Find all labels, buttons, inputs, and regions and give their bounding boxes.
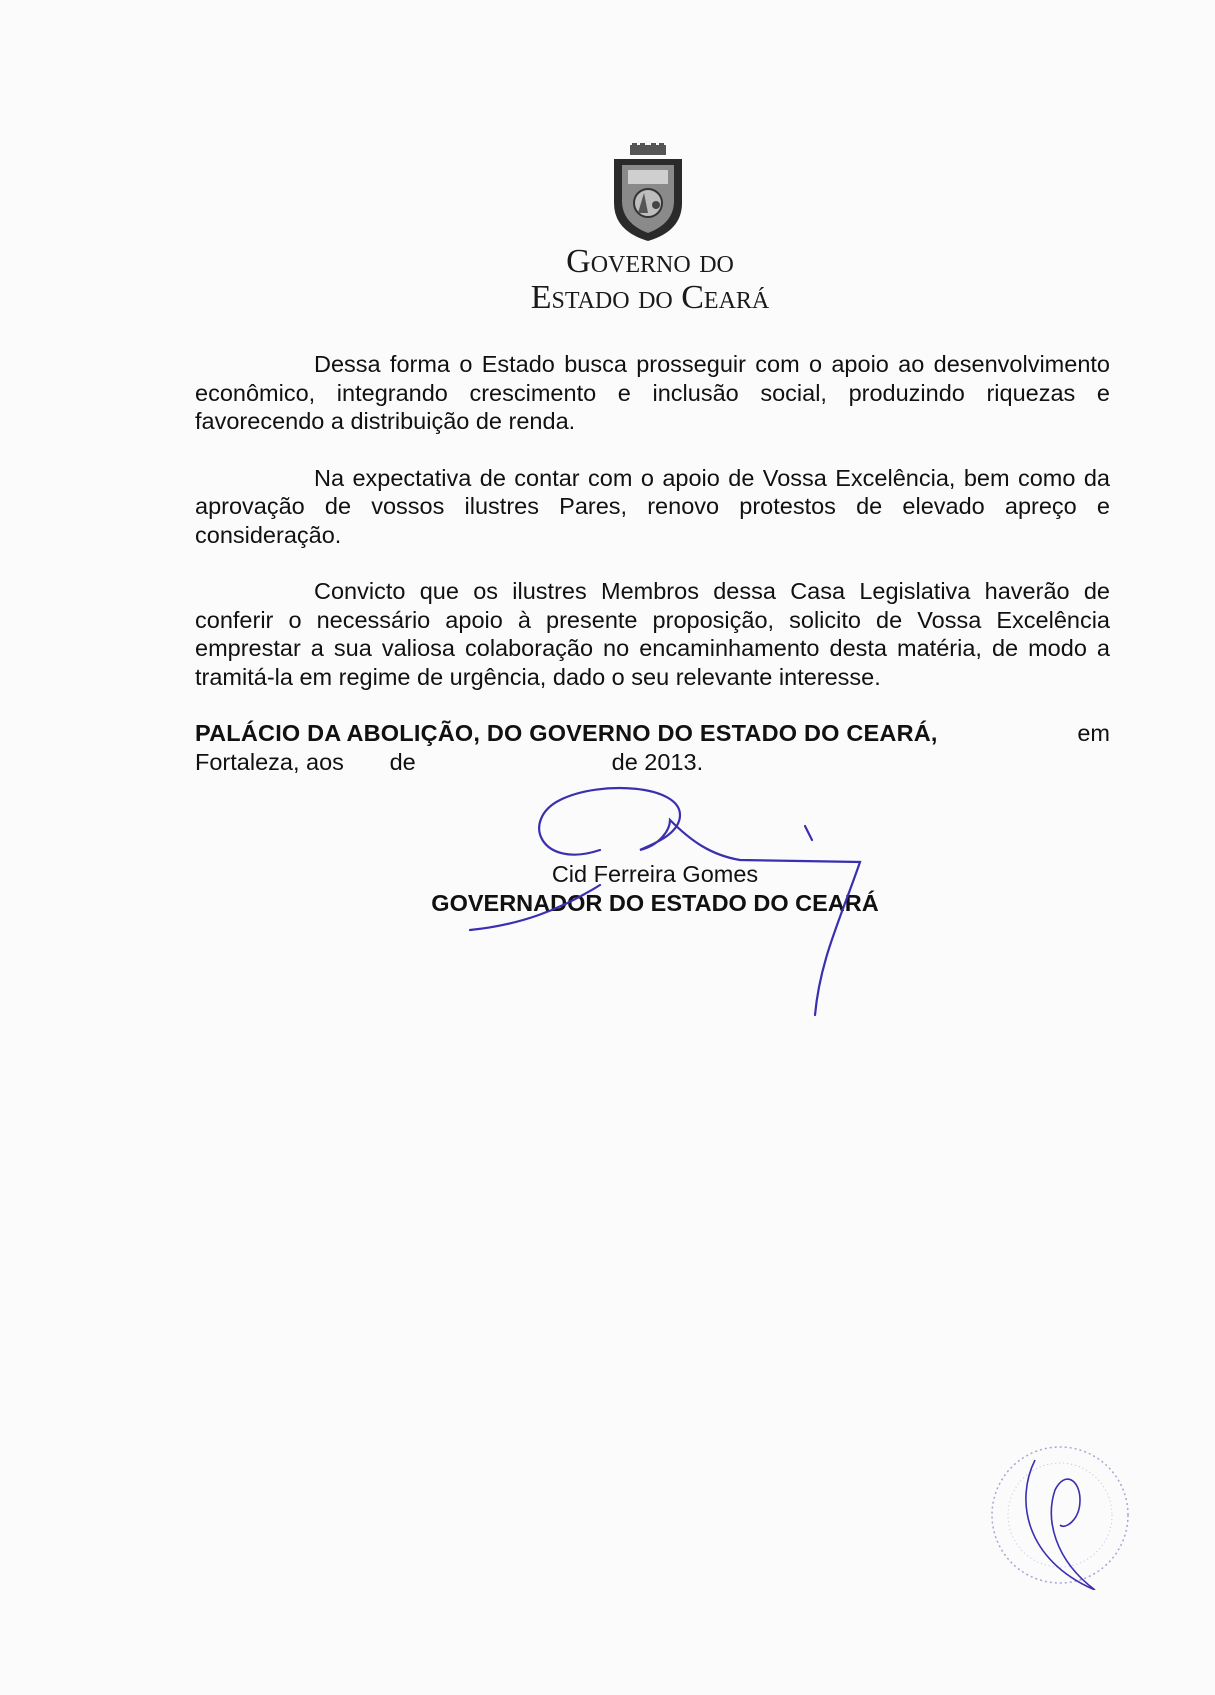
signer-title: GOVERNADOR DO ESTADO DO CEARÁ <box>431 890 879 916</box>
closing-block <box>195 719 1110 776</box>
state-coat-of-arms-icon <box>608 143 688 243</box>
signature-block <box>300 860 1010 918</box>
signer-name: Cid Ferreira Gomes <box>551 861 759 887</box>
paragraph-3: Convicto que os ilustres Membros dessa Casa Legislativa haverão de conferir o necessário apoio à presente proposição, solicito de Vossa Excelência emprestar a sua valiosa colaboração no encaminhamento desta matéria, de modo a tramitá-la em regime de urgência, dado o seu relevante interesse. <box>195 578 1110 690</box>
letter-body <box>195 350 1110 776</box>
closing-place-tail: em <box>1077 720 1110 746</box>
paragraph-2: Na expectativa de contar com o apoio de Vossa Excelência, bem como da aprovação de vossos ilustres Pares, renovo protestos de elevado apreço e consideração. <box>195 464 1110 548</box>
paragraph-1: Dessa forma o Estado busca prosseguir com o apoio ao desenvolvimento econômico, integrando crescimento e inclusão social, produzindo riquezas e favorecendo a distribuição de renda. <box>195 351 1110 434</box>
letterhead-line-1: Governo do <box>566 243 734 280</box>
receipt-stamp <box>985 1440 1135 1590</box>
letterhead-line-2: Estado do Ceará <box>530 279 770 316</box>
closing-place: PALÁCIO DA ABOLIÇÃO, DO GOVERNO DO ESTADO DO CEARÁ, <box>195 720 938 746</box>
letterhead-title <box>420 244 880 316</box>
closing-date-line: Fortaleza, aos de de 2013. <box>195 748 704 775</box>
